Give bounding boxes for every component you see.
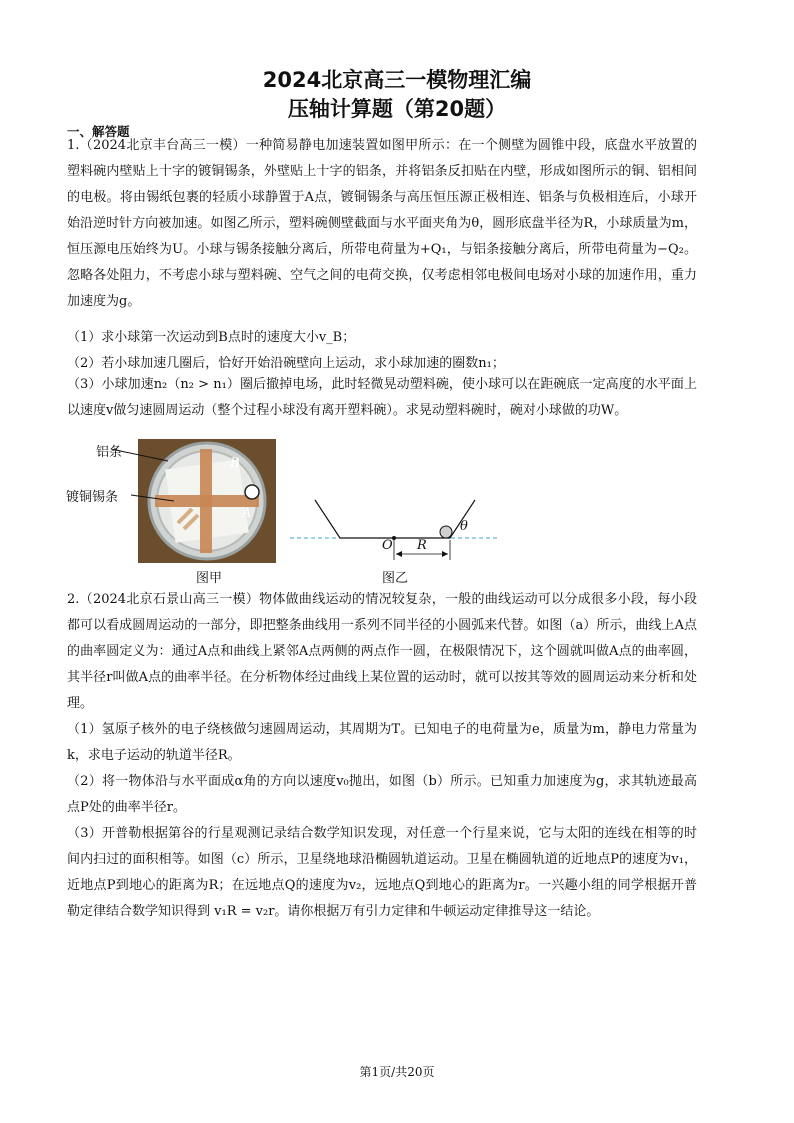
caption-figure-jia: 图甲 [196,571,223,586]
question-2-stem: 2.（2024北京石景山高三一模）物体做曲线运动的情况较复杂，一般的曲线运动可以分成很多小段，每小段都可以看成圆周运动的一部分，即把整条曲线用一系列不同半径的小圆弧来代替。如图（a）所示，曲线上A点的曲率圆定义为：通过A点和曲线上紧邻A点两侧的两点作一圆，在极限情况下，这个圆就叫做A点的曲率圆，其半径r叫做A点的曲率半径。在分析物体经过曲线上某位置的运动时，就可以按其等效的圆周运动来分析和处理。 [67,592,697,711]
document-title: 2024北京高三一模物理汇编 [262,68,532,92]
question-1-sub-3: （3）小球加速n₂（n₂ > n₁）圈后撤掉电场，此时轻微晃动塑料碗，使小球可以在距碗底一定高度的水平面上以速度v做匀速圆周运动（整个过程小球没有离开塑料碗）。求晃动塑料碗时，碗对小球做的功W。 [67,377,697,418]
figure-yi-cross-section [290,490,505,565]
section-heading: 一、解答题 [67,124,130,139]
question-1-sub-2: （2）若小球加速几圈后，恰好开始沿碗壁向上运动，求小球加速的圈数n₁； [67,356,505,371]
label-angle-theta: θ [460,519,468,534]
label-origin-o: O [382,538,393,553]
question-2-sub-1: （1）氢原子核外的电子绕核做匀速圆周运动，其周期为T。已知电子的电荷量为e，质量为m，静电力常量为k，求电子运动的轨道半径R。 [67,722,697,763]
question-1-stem: 1.（2024北京丰台高三一模）一种简易静电加速装置如图甲所示：在一个侧壁为圆锥中段，底盘水平放置的塑料碗内壁贴上十字的镀铜锡条，外壁贴上十字的铝条，并将铝条反扣贴在内壁，形成如图所示的铜、铝相间的电极。将由锡纸包裹的轻质小球静置于A点，镀铜锡条与高压恒压源正极相连、铝条与负极相连后，小球开始沿逆时针方向被加速。如图乙所示，塑料碗侧壁截面与水平面夹角为θ，圆形底盘半径为R，小球质量为m，恒压源电压始终为U。小球与锡条接触分离后，所带电荷量为+Q₁，与铝条接触分离后，所带电荷量为−Q₂。忽略各处阻力，不考虑小球与塑料碗、空气之间的电荷交换，仅考虑相邻电极间电场对小球的加速作用，重力加速度为g。 [67,138,697,309]
label-point-b: B [230,456,240,471]
label-radius-r: R [417,538,427,553]
question-2-sub-3: （3）开普勒根据第谷的行星观测记录结合数学知识发现，对任意一个行星来说，它与太阳的连线在相等的时间内扫过的面积相等。如图（c）所示，卫星绕地球沿椭圆轨道运动。卫星在椭圆轨道的近地点P的速度为v₁，近地点P到地心的距离为R；在远地点Q的速度为v₂，远地点Q到地心的距离为r。一兴趣小组的同学根据开普勒定律结合数学知识得到 v₁R = v₂r。请你根据万有引力定律和牛顿运动定律推导这一结论。 [67,826,697,919]
question-2-sub-2: （2）将一物体沿与水平面成α角的方向以速度v₀抛出，如图（b）所示。已知重力加速度为g，求其轨迹最高点P处的曲率半径r。 [67,774,697,815]
caption-figure-yi: 图乙 [382,571,409,586]
label-copper-strip: 镀铜锡条 [66,490,119,505]
label-point-a: A [242,506,252,521]
label-aluminum-strip: 铝条 [96,445,123,460]
page-footer: 第1页/共20页 [359,1065,435,1079]
question-1-sub-1: （1）求小球第一次运动到B点时的速度大小v_B； [67,330,356,345]
document-subtitle: 压轴计算题（第20题） [287,97,507,121]
figure-jia-bowl-photo [66,435,281,565]
